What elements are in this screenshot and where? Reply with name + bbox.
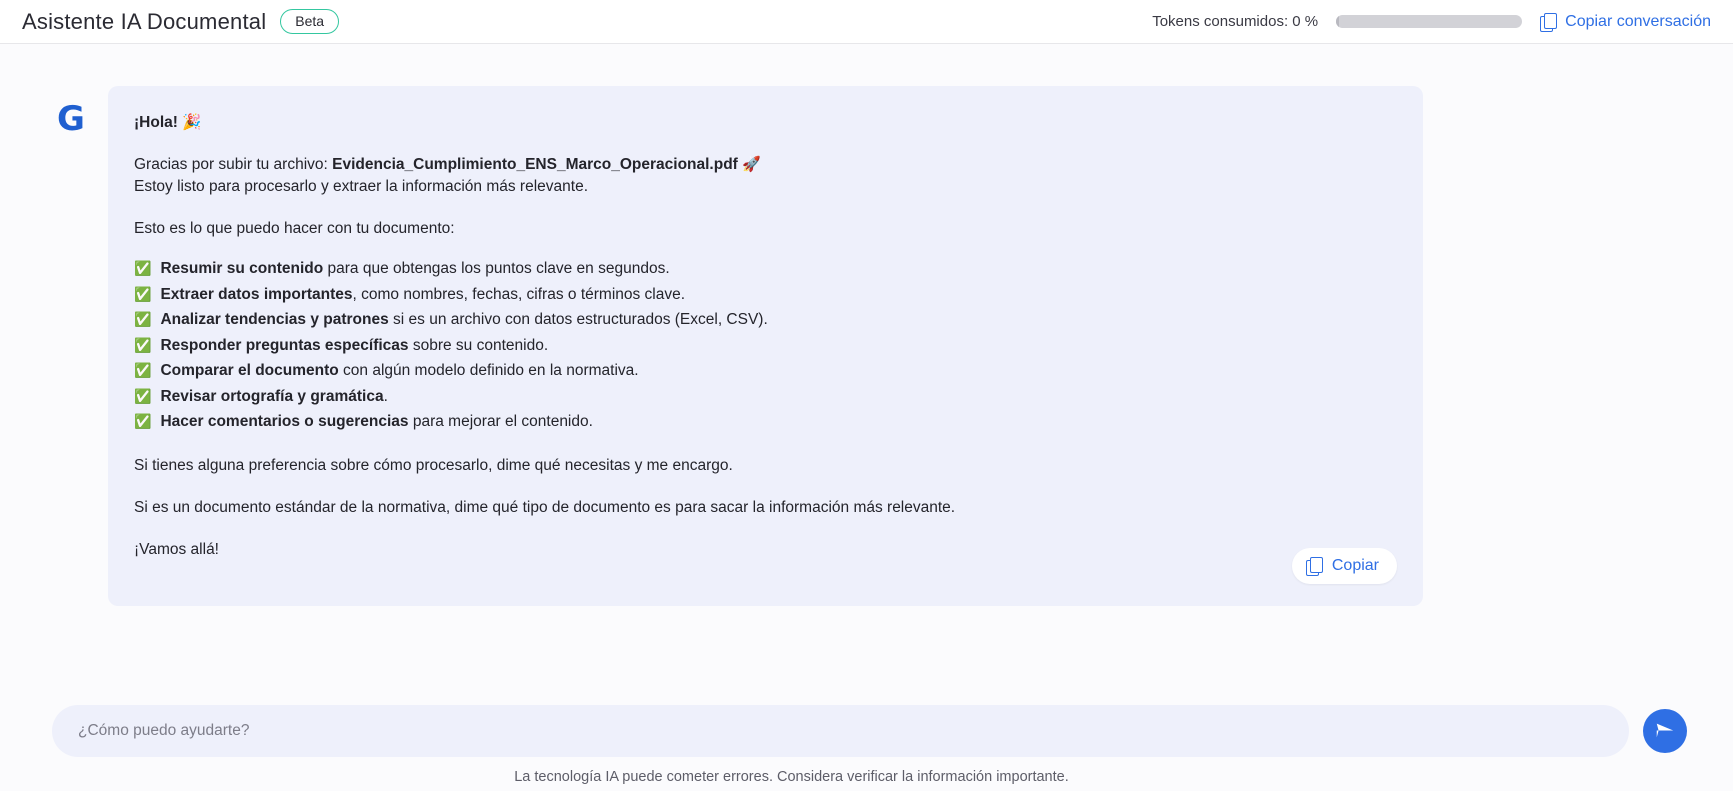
- list-item: [134, 384, 1393, 410]
- chat-input[interactable]: [76, 721, 1605, 741]
- capability-title: Analizar tendencias y patrones: [160, 311, 389, 328]
- send-icon: [1654, 720, 1676, 742]
- main-area: [0, 44, 1733, 791]
- capability-detail: con algún modelo definido en la normativa.: [338, 362, 639, 379]
- list-item: [134, 333, 1393, 359]
- assistant-message-row: [20, 86, 1713, 606]
- intro-prefix: Gracias por subir tu archivo:: [134, 156, 333, 173]
- check-icon: ✅: [134, 285, 152, 302]
- list-item: [134, 282, 1393, 308]
- copy-conversation-label: Copiar conversación: [1565, 12, 1711, 30]
- capability-detail: .: [383, 387, 388, 405]
- capability-detail: si es un archivo con datos estructurados (Excel, CSV).: [388, 311, 768, 328]
- uploaded-file-name: Evidencia_Cumplimiento_ENS_Marco_Operacional.pdf: [332, 156, 738, 173]
- capabilities-intro: Esto es lo que puedo hacer con tu documento:: [134, 220, 455, 237]
- conversation-list: [0, 86, 1733, 606]
- copy-conversation-button[interactable]: [1540, 13, 1711, 31]
- capabilities-list: [134, 256, 1393, 435]
- capability-title: Hacer comentarios o sugerencias: [160, 413, 409, 430]
- closing-line-3: ¡Vamos allá!: [134, 540, 219, 558]
- capability-title: Responder preguntas específicas: [160, 336, 409, 354]
- check-icon: ✅: [134, 362, 152, 378]
- list-item: [134, 256, 1393, 282]
- closing-line-1: Si tienes alguna preferencia sobre cómo procesarlo, dime qué necesitas y me encargo.: [134, 456, 733, 474]
- rocket-emoji: 🚀: [742, 156, 761, 173]
- check-icon: ✅: [134, 311, 152, 327]
- capability-detail: para mejorar el contenido.: [408, 413, 593, 430]
- copy-icon: [1306, 557, 1323, 575]
- copy-message-label: Copiar: [1331, 557, 1379, 574]
- header-right-group: [1152, 13, 1711, 31]
- ready-line: Estoy listo para procesarlo y extraer la información más relevante.: [134, 178, 589, 195]
- copy-icon: [1540, 13, 1557, 31]
- beta-badge: Beta: [280, 9, 339, 34]
- check-icon: ✅: [134, 336, 152, 353]
- list-item: [134, 409, 1393, 435]
- greeting-line: [134, 112, 1393, 134]
- closing-line-2: Si es un documento estándar de la normativa, dime qué tipo de documento es para sacar la información más relevante.: [134, 498, 956, 516]
- list-item: [134, 358, 1393, 384]
- check-icon: ✅: [134, 413, 152, 429]
- capability-title: Extraer datos importantes: [160, 285, 353, 303]
- tokens-progress-fill: [1336, 15, 1339, 28]
- assistant-message-bubble: [108, 86, 1423, 606]
- greeting-text: ¡Hola!: [134, 114, 178, 131]
- app-header: [0, 0, 1733, 44]
- page-title: Asistente IA Documental: [22, 8, 267, 34]
- capability-detail: , como nombres, fechas, cifras o términos clave.: [352, 285, 686, 303]
- capability-title: Resumir su contenido: [160, 260, 324, 277]
- check-icon: ✅: [134, 387, 152, 404]
- ai-disclaimer: La tecnología IA puede cometer errores. Considera verificar la información importante.: [514, 769, 1069, 785]
- copy-message-button[interactable]: [1292, 548, 1397, 584]
- greeting-emoji: 🎉: [182, 114, 202, 131]
- capability-title: Comparar el documento: [160, 362, 339, 379]
- composer-area: [0, 705, 1733, 757]
- assistant-avatar: G: [57, 99, 85, 139]
- capability-detail: sobre su contenido.: [408, 336, 549, 354]
- list-item: [134, 307, 1393, 333]
- capability-title: Revisar ortografía y gramática: [160, 387, 384, 405]
- check-icon: ✅: [134, 260, 152, 276]
- tokens-consumed-label: Tokens consumidos: 0 %: [1152, 13, 1319, 30]
- tokens-progress-bar: [1336, 15, 1522, 28]
- capability-detail: para que obtengas los puntos clave en segundos.: [323, 260, 670, 277]
- send-button[interactable]: [1643, 709, 1687, 753]
- composer-input-wrapper[interactable]: [52, 705, 1629, 757]
- file-upload-line: [134, 154, 1393, 176]
